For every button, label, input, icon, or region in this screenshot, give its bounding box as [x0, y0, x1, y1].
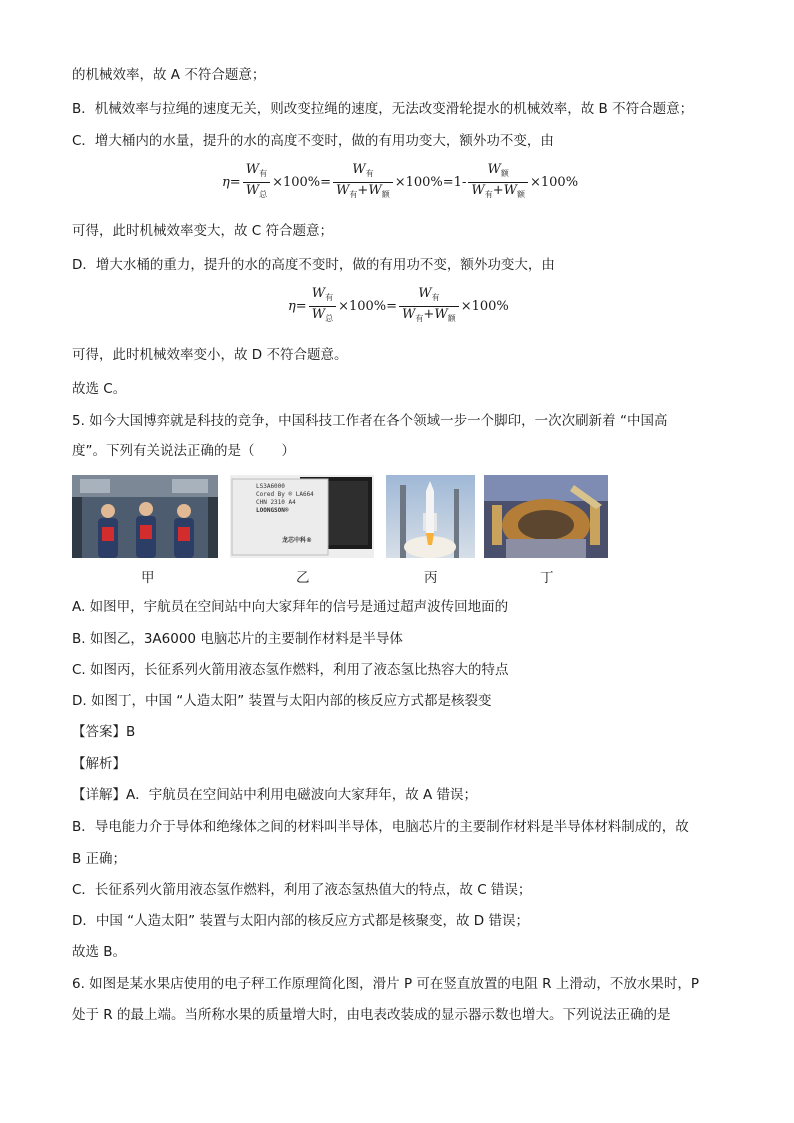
fraction: $\frac{W_有}{W_总}$ — [243, 162, 270, 203]
analysis-label: 【解析】 — [72, 756, 126, 772]
text-line: C．增大桶内的水量，提升的水的高度不变时，做的有用功变大，额外功不变，由 — [72, 133, 554, 149]
efficiency-formula-2: η= $\frac{W_有}{W_总}$ ×100%= $\frac{W_有}{W_有+W_额}$ ×100% — [288, 286, 509, 327]
question-6-stem: 处于 R 的最上端。当所称水果的质量增大时，由电表改装成的显示器示数也增大。下列说法正确的是 — [72, 1007, 671, 1023]
fraction: $\frac{W_有}{W_有+W_额}$ — [399, 286, 459, 327]
text-line: 故选 C。 — [72, 381, 127, 397]
chip-brand: 龙芯中科® — [282, 537, 313, 544]
astronauts-illustration — [72, 475, 218, 558]
efficiency-formula-1: η= $\frac{W_有}{W_总}$ ×100%= $\frac{W_有}{W_有+W_额}$ ×100%=1- $\frac{W_额}{W_有+W_额}$ ×100% — [222, 162, 578, 203]
text-line: 的机械效率，故 A 不符合题意； — [72, 67, 266, 83]
chip-label: LS3A6000 Cored By ® LA664 CHN 2310 A4 LOONGSON® — [256, 483, 314, 514]
figure-caption-bing: 丙 — [424, 570, 438, 586]
fraction: $\frac{W_有}{W_总}$ — [309, 286, 336, 327]
fraction: $\frac{W_额}{W_有+W_额}$ — [468, 162, 528, 203]
detail-line: 【详解】A．宇航员在空间站中利用电磁波向大家拜年，故 A 错误； — [72, 787, 478, 803]
question-6-stem: 6. 如图是某水果店使用的电子秤工作原理简化图，滑片 P 可在竖直放置的电阻 R 上滑动，不放水果时，P — [72, 976, 699, 992]
detail-line: B．导电能力介于导体和绝缘体之间的材料叫半导体，电脑芯片的主要制作材料是半导体材料制成的，故 — [72, 819, 689, 835]
photo-astronauts — [72, 475, 218, 558]
text-line: D．增大水桶的重力，提升的水的高度不变时，做的有用功不变，额外功变大，由 — [72, 257, 555, 273]
detail-line: C．长征系列火箭用液态氢作燃料，利用了液态氢热值大的特点，故 C 错误； — [72, 882, 532, 898]
tokamak-illustration — [484, 475, 608, 558]
answer-label: 【答案】B — [72, 724, 136, 740]
question-5-stem: 度”。下列有关说法正确的是（ ） — [72, 443, 295, 459]
question-5-stem: 5. 如今大国博弈就是科技的竞争，中国科技工作者在各个领域一步一个脚印，一次次刷新着 “中国高 — [72, 413, 668, 429]
text-line: 可得，此时机械效率变大，故 C 符合题意； — [72, 223, 334, 239]
option-a: A. 如图甲，宇航员在空间站中向大家拜年的信号是通过超声波传回地面的 — [72, 599, 509, 615]
fraction: $\frac{W_有}{W_有+W_额}$ — [333, 162, 393, 203]
option-d: D. 如图丁，中国 “人造太阳” 装置与太阳内部的核反应方式都是核裂变 — [72, 693, 492, 709]
text-line: B．机械效率与拉绳的速度无关，则改变拉绳的速度，无法改变滑轮提水的机械效率，故 B 不符合题意； — [72, 101, 694, 117]
detail-line: 故选 B。 — [72, 944, 127, 960]
text-line: 可得，此时机械效率变小，故 D 不符合题意。 — [72, 347, 348, 363]
figure-caption-yi: 乙 — [296, 570, 310, 586]
detail-line: B 正确； — [72, 851, 127, 867]
figure-caption-ding: 丁 — [540, 570, 554, 586]
photo-chip — [230, 475, 374, 558]
photo-artificial-sun — [484, 475, 608, 558]
photo-rocket — [386, 475, 475, 558]
option-c: C. 如图丙，长征系列火箭用液态氢作燃料，利用了液态氢比热容大的特点 — [72, 662, 509, 678]
rocket-illustration — [386, 475, 475, 558]
detail-line: D．中国 “人造太阳” 装置与太阳内部的核反应方式都是核聚变，故 D 错误； — [72, 913, 529, 929]
figure-caption-jia: 甲 — [141, 570, 155, 586]
option-b: B. 如图乙，3A6000 电脑芯片的主要制作材料是半导体 — [72, 631, 403, 647]
